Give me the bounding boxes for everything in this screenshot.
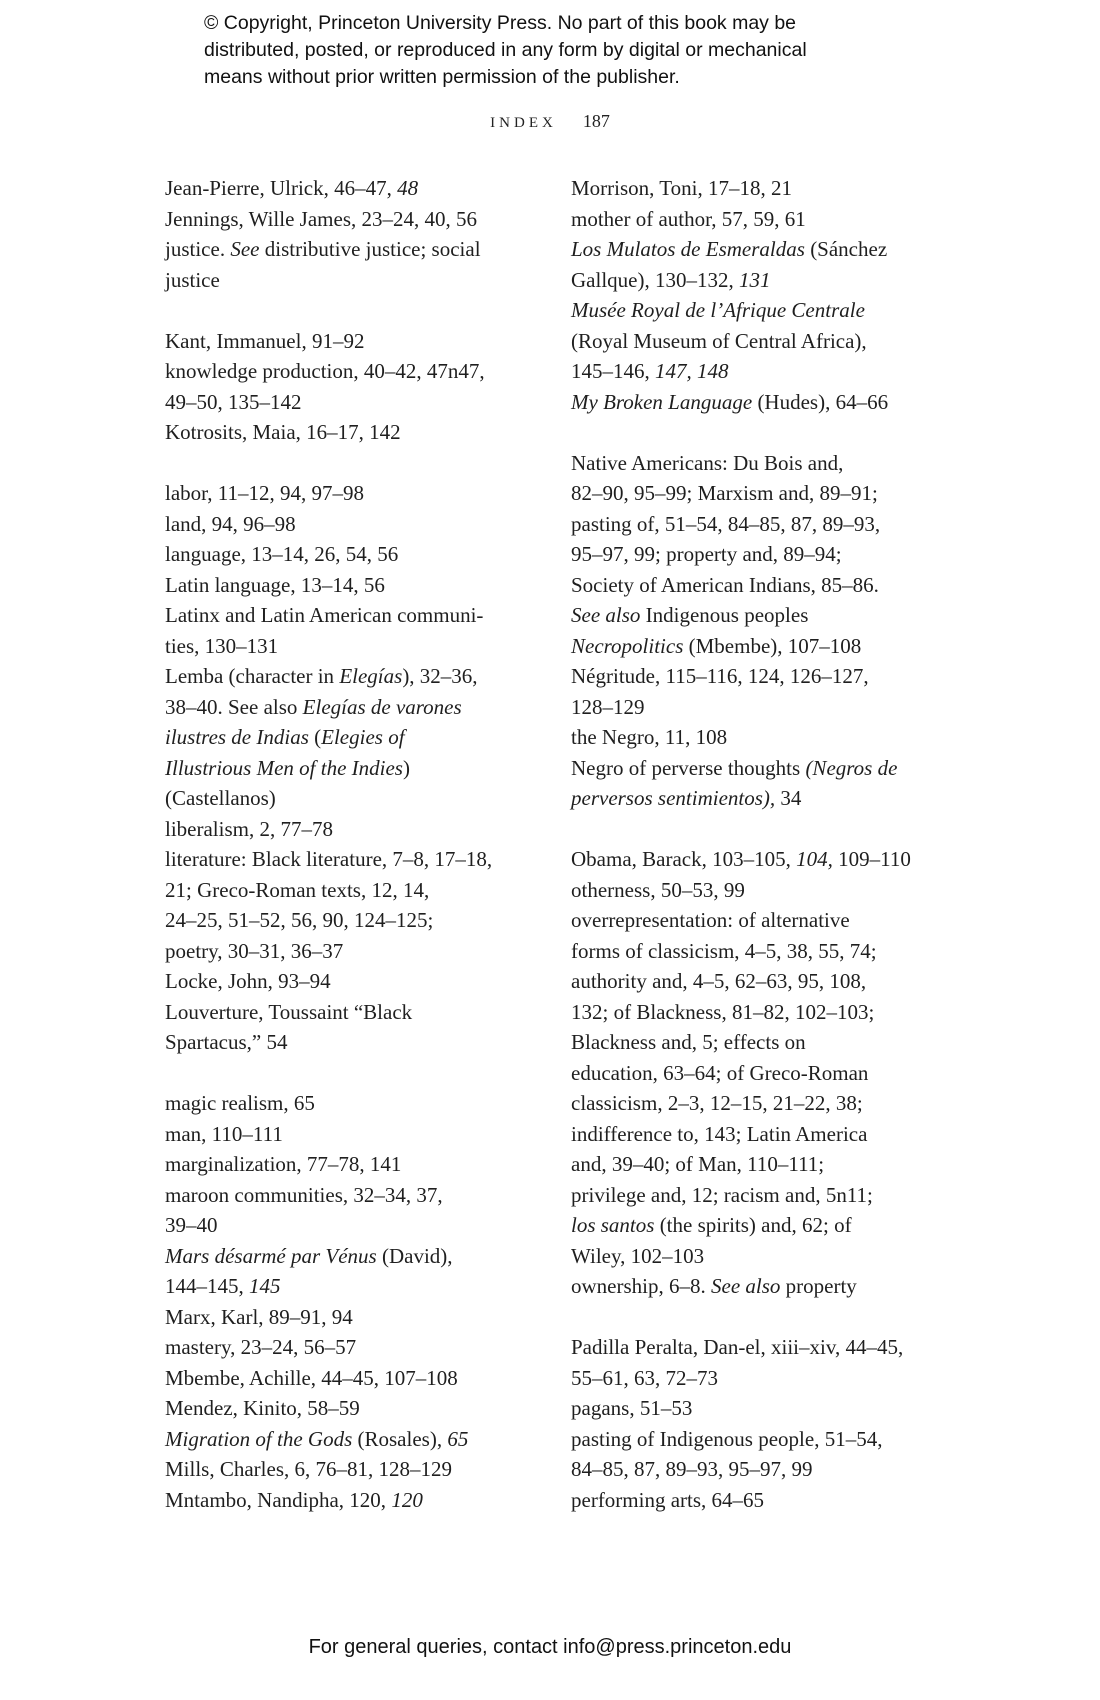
- entry-text: Spartacus,” 54: [165, 1030, 288, 1054]
- entry-text: (Mbembe), 107–108: [683, 633, 862, 658]
- entry-text: 39–40: [165, 1213, 218, 1237]
- index-entry: [165, 600, 540, 661]
- entry-text: land, 94, 96–98: [165, 511, 296, 536]
- entry-text: Louverture, Toussaint “Black: [165, 999, 413, 1024]
- entry-text: pasting of Indigenous people, 51–54,: [571, 1426, 883, 1451]
- index-entry-line: [165, 753, 540, 784]
- entry-text: Mntambo, Nandipha, 120,: [165, 1487, 392, 1512]
- index-entry-line: [165, 509, 540, 540]
- index-entry-line: [571, 936, 946, 967]
- entry-text: Jean-Pierre, Ulrick, 46–47,: [165, 176, 398, 200]
- entry-text: classicism, 2–3, 12–15, 21–22, 38;: [571, 1091, 863, 1115]
- running-head: [0, 111, 1100, 132]
- index-entry-line: [165, 1424, 540, 1455]
- index-entry-line: [165, 417, 540, 448]
- page-number: 187: [582, 111, 610, 131]
- index-entry-line: [165, 1454, 540, 1485]
- index-entry-line: [571, 1393, 946, 1424]
- index-entry: [165, 1149, 540, 1180]
- index-entry-line: [571, 966, 946, 997]
- index-entry-line: [165, 600, 540, 631]
- index-entry: [571, 722, 946, 753]
- entry-text: privilege and, 12; racism and, 5n11;: [571, 1182, 873, 1207]
- index-entry-line: [165, 844, 540, 875]
- index-entry: [571, 234, 946, 295]
- entry-text: education, 63–64; of Greco-Roman: [571, 1060, 869, 1085]
- index-entry: [165, 844, 540, 966]
- italic-text: See also: [571, 603, 641, 627]
- entry-text: ), 32–36,: [402, 664, 478, 688]
- entry-text: Native Americans: Du Bois and,: [571, 450, 844, 475]
- index-entry: [165, 1485, 540, 1516]
- entry-text: labor, 11–12, 94, 97–98: [165, 481, 365, 505]
- index-entry: [165, 326, 540, 357]
- entry-text: Négritude, 115–116, 124, 126–127,: [571, 664, 869, 688]
- index-entry: [165, 1393, 540, 1424]
- index-entry-line: [165, 905, 540, 936]
- index-entry-line: [165, 1241, 540, 1272]
- italic-text: My Broken Language: [571, 389, 753, 414]
- entry-text: overrepresentation: of alternative: [571, 908, 850, 932]
- index-entry-line: [165, 966, 540, 997]
- entry-text: Gallque), 130–132,: [571, 267, 739, 292]
- entry-text: 145–146,: [571, 359, 655, 383]
- index-entry: [165, 509, 540, 540]
- entry-text: magic realism, 65: [165, 1091, 315, 1115]
- index-entry-line: [571, 1180, 946, 1211]
- index-entry-line: [571, 783, 946, 814]
- letter-group-gap: [571, 814, 946, 845]
- index-entry-line: [165, 387, 540, 418]
- italic-text: 120: [391, 1487, 423, 1512]
- index-entry-line: [571, 1424, 946, 1455]
- entry-text: 24–25, 51–52, 56, 90, 124–125;: [165, 908, 434, 932]
- index-entry-line: [165, 326, 540, 357]
- entry-text: forms of classicism, 4–5, 38, 55, 74;: [571, 938, 877, 963]
- index-entry: [165, 1363, 540, 1394]
- index-entry-line: [165, 875, 540, 906]
- index-entry-line: [571, 204, 946, 235]
- italic-text: ilustres de Indias: [165, 725, 309, 749]
- entry-text: Wiley, 102–103: [571, 1243, 705, 1268]
- index-entry-line: [571, 875, 946, 906]
- entry-text: Marx, Karl, 89–91, 94: [165, 1304, 353, 1329]
- entry-text: Indigenous peoples: [640, 603, 809, 627]
- index-entry: [571, 448, 946, 631]
- index-entry-line: [165, 1180, 540, 1211]
- index-entry-line: [571, 173, 946, 204]
- index-entry-line: [165, 1119, 540, 1150]
- entry-text: Padilla Peralta, Dan-el, xiii–xiv, 44–45,: [571, 1335, 904, 1359]
- index-entry-line: [571, 753, 946, 784]
- italic-text: Musée Royal de l’Afrique Centrale: [571, 298, 865, 322]
- entry-text: maroon communities, 32–34, 37,: [165, 1182, 443, 1207]
- entry-text: 49–50, 135–142: [165, 389, 302, 414]
- entry-text: mother of author, 57, 59, 61: [571, 206, 806, 231]
- footer-contact: For general queries, contact info@press.princeton.edu: [308, 1636, 792, 1658]
- copyright-line: © Copyright, Princeton University Press. No part of this book may be: [204, 12, 797, 34]
- index-entry-line: [571, 844, 946, 875]
- index-entry-line: [571, 1149, 946, 1180]
- italic-text: Los Mulatos de Esmeraldas: [571, 237, 805, 261]
- entry-text: Lemba (character in: [165, 664, 340, 688]
- entry-text: Jennings, Wille James, 23–24, 40, 56: [165, 206, 477, 231]
- italic-text: 145: [249, 1274, 281, 1298]
- entry-text: 132; of Blackness, 81–82, 102–103;: [571, 999, 875, 1024]
- entry-text: (Royal Museum of Central Africa),: [571, 328, 867, 353]
- entry-text: distributive justice; social: [259, 237, 481, 261]
- index-entry-line: [165, 1302, 540, 1333]
- entry-text: (the spirits) and, 62; of: [654, 1213, 852, 1237]
- italic-text: Migration of the Gods: [165, 1426, 353, 1451]
- entry-text: man, 110–111: [165, 1121, 283, 1146]
- entry-text: 95–97, 99; property and, 89–94;: [571, 542, 842, 566]
- index-entry: [165, 1241, 540, 1302]
- index-entry: [165, 539, 540, 570]
- index-entry-line: [571, 722, 946, 753]
- index-entry: [571, 661, 946, 722]
- index-entry-line: [165, 570, 540, 601]
- index-entry: [571, 387, 946, 418]
- index-entry-line: [165, 1088, 540, 1119]
- entry-text: authority and, 4–5, 62–63, 95, 108,: [571, 969, 867, 993]
- letter-group-gap: [571, 417, 946, 448]
- index-entry: [165, 570, 540, 601]
- index-entry-line: [165, 722, 540, 753]
- index-entry-line: [165, 1271, 540, 1302]
- index-entry-line: [165, 1363, 540, 1394]
- italic-text: (Negros de: [805, 755, 898, 780]
- italic-text: Necropolitics: [571, 633, 684, 658]
- letter-group-gap: [165, 448, 540, 479]
- entry-text: pasting of, 51–54, 84–85, 87, 89–93,: [571, 511, 881, 536]
- index-entry: [571, 1393, 946, 1424]
- index-entry-line: [165, 814, 540, 845]
- italic-text: 65: [447, 1426, 469, 1451]
- index-entry: [571, 173, 946, 204]
- entry-text: otherness, 50–53, 99: [571, 877, 745, 902]
- index-entry-line: [571, 1485, 946, 1516]
- index-entry-line: [165, 783, 540, 814]
- index-entry-line: [571, 295, 946, 326]
- italic-text: 131: [738, 267, 771, 292]
- index-entry-line: [165, 1485, 540, 1516]
- italic-text: Elegies of: [321, 725, 405, 749]
- italic-text: los santos: [571, 1213, 655, 1237]
- entry-text: ): [402, 755, 410, 780]
- italic-text: Mars désarmé par Vénus: [165, 1243, 377, 1268]
- entry-text: knowledge production, 40–42, 47n47,: [165, 359, 485, 383]
- entry-text: Mbembe, Achille, 44–45, 107–108: [165, 1365, 458, 1390]
- index-entry-line: [165, 936, 540, 967]
- entry-text: (David),: [376, 1243, 453, 1268]
- entry-text: Blackness and, 5; effects on: [571, 1030, 806, 1054]
- index-entry: [571, 631, 946, 662]
- index-entry: [571, 905, 946, 1271]
- index-entry: [571, 1424, 946, 1485]
- entry-text: Mendez, Kinito, 58–59: [165, 1396, 360, 1420]
- entry-text: Negro of perverse thoughts: [571, 755, 806, 780]
- index-entry-line: [571, 1210, 946, 1241]
- index-entry-line: [571, 356, 946, 387]
- index-entry: [571, 875, 946, 906]
- entry-text: (Hudes), 64–66: [752, 389, 889, 414]
- entry-text: ties, 130–131: [165, 633, 279, 658]
- index-entry-line: [165, 356, 540, 387]
- index-entry-line: [571, 234, 946, 265]
- index-entry-line: [165, 1149, 540, 1180]
- index-entry: [165, 234, 540, 295]
- index-entry-line: [571, 387, 946, 418]
- index-entry-line: [571, 1271, 946, 1302]
- index-entry: [165, 814, 540, 845]
- entry-text: Obama, Barack, 103–105,: [571, 847, 797, 871]
- italic-text: Elegías: [339, 664, 403, 688]
- index-entry: [165, 417, 540, 448]
- index-entry: [165, 204, 540, 235]
- index-column-left: [165, 173, 540, 1515]
- entry-text: poetry, 30–31, 36–37: [165, 938, 344, 963]
- italic-text: Illustrious Men of the Indies: [165, 755, 403, 780]
- index-entry-line: [165, 661, 540, 692]
- entry-text: 55–61, 63, 72–73: [571, 1365, 718, 1390]
- entry-text: Latinx and Latin American communi-: [165, 603, 484, 627]
- entry-text: Society of American Indians, 85–86.: [571, 572, 879, 597]
- index-entry-line: [571, 1454, 946, 1485]
- letter-group-gap: [165, 295, 540, 326]
- index-entry: [165, 173, 540, 204]
- entry-text: Morrison, Toni, 17–18, 21: [571, 176, 792, 200]
- index-entry: [571, 753, 946, 814]
- entry-text: performing arts, 64–65: [571, 1487, 765, 1512]
- entry-text: 38–40. See also: [165, 694, 303, 719]
- index-entry-line: [571, 478, 946, 509]
- index-entry: [165, 1454, 540, 1485]
- entry-text: mastery, 23–24, 56–57: [165, 1335, 357, 1359]
- index-entry-line: [165, 1332, 540, 1363]
- index-entry-line: [571, 265, 946, 296]
- entry-text: Kant, Immanuel, 91–92: [165, 328, 365, 353]
- index-entry: [571, 204, 946, 235]
- italic-text: Elegías de varones: [302, 694, 462, 719]
- copyright-notice: [204, 10, 964, 91]
- index-entry-line: [165, 265, 540, 296]
- entry-text: Locke, John, 93–94: [165, 969, 331, 993]
- entry-text: liberalism, 2, 77–78: [165, 816, 333, 841]
- index-entry-line: [571, 600, 946, 631]
- entry-text: ownership, 6–8.: [571, 1274, 711, 1298]
- index-entry-line: [571, 326, 946, 357]
- index-entry-line: [571, 1332, 946, 1363]
- index-column-right: [571, 173, 946, 1515]
- italic-text: 48: [397, 176, 419, 200]
- index-entry: [571, 295, 946, 387]
- index-entry: [165, 997, 540, 1058]
- index-entry-line: [571, 1088, 946, 1119]
- index-entry-line: [165, 234, 540, 265]
- index-entry-line: [165, 539, 540, 570]
- entry-text: 34: [775, 786, 802, 810]
- index-entry-line: [571, 448, 946, 479]
- index-entry-line: [571, 661, 946, 692]
- copyright-line: distributed, posted, or reproduced in any form by digital or mechanical: [204, 39, 807, 61]
- entry-text: Latin language, 13–14, 56: [165, 572, 385, 597]
- index-entry-line: [165, 204, 540, 235]
- copyright-line: means without prior written permission of the publisher.: [204, 66, 680, 88]
- index-entry-line: [571, 1241, 946, 1272]
- entry-text: justice.: [165, 237, 231, 261]
- index-entry-line: [571, 539, 946, 570]
- entry-text: literature: Black literature, 7–8, 17–18,: [165, 847, 493, 871]
- index-entry: [571, 1271, 946, 1302]
- italic-text: 147, 148: [655, 359, 729, 383]
- entry-text: 21; Greco-Roman texts, 12, 14,: [165, 877, 430, 902]
- index-entry-line: [165, 1027, 540, 1058]
- italic-text: See also: [711, 1274, 781, 1298]
- index-entry-line: [571, 1119, 946, 1150]
- index-entry: [165, 1088, 540, 1119]
- index-entry-line: [165, 173, 540, 204]
- section-label: INDEX: [490, 115, 557, 131]
- entry-text: pagans, 51–53: [571, 1396, 693, 1420]
- italic-text: See: [230, 237, 260, 261]
- index-entry: [571, 1332, 946, 1393]
- entry-text: 128–129: [571, 694, 645, 719]
- index-entry: [165, 356, 540, 417]
- index-entry: [571, 844, 946, 875]
- index-entry: [165, 1119, 540, 1150]
- index-entry-line: [571, 1058, 946, 1089]
- entry-text: Kotrosits, Maia, 16–17, 142: [165, 420, 401, 444]
- index-entry: [165, 478, 540, 509]
- index-entry: [165, 1424, 540, 1455]
- index-entry: [165, 1180, 540, 1241]
- index-entry-line: [571, 509, 946, 540]
- index-entry-line: [165, 478, 540, 509]
- entry-text: justice: [165, 267, 220, 292]
- italic-text: 104,: [796, 847, 833, 871]
- index-entry-line: [165, 631, 540, 662]
- letter-group-gap: [165, 1058, 540, 1089]
- entry-text: 84–85, 87, 89–93, 95–97, 99: [571, 1457, 813, 1481]
- index-entry-line: [571, 1363, 946, 1394]
- entry-text: 109–110: [832, 847, 911, 871]
- entry-text: (Sánchez: [804, 237, 888, 261]
- entry-text: Mills, Charles, 6, 76–81, 128–129: [165, 1457, 452, 1481]
- index-entry-line: [571, 631, 946, 662]
- index-entry-line: [165, 997, 540, 1028]
- index-entry: [571, 1485, 946, 1516]
- index-entry-line: [571, 997, 946, 1028]
- index-entry: [165, 966, 540, 997]
- index-entry: [165, 1332, 540, 1363]
- entry-text: (Castellanos): [165, 786, 276, 810]
- entry-text: (Rosales),: [352, 1426, 448, 1451]
- entry-text: marginalization, 77–78, 141: [165, 1152, 402, 1176]
- italic-text: perversos sentimientos),: [571, 786, 776, 810]
- index-entry: [165, 1302, 540, 1333]
- index-entry-line: [571, 905, 946, 936]
- index-entry-line: [165, 692, 540, 723]
- index-entry-line: [571, 570, 946, 601]
- index-entry-line: [165, 1210, 540, 1241]
- entry-text: language, 13–14, 26, 54, 56: [165, 542, 399, 566]
- entry-text: and, 39–40; of Man, 110–111;: [571, 1152, 825, 1176]
- index-entry-line: [571, 1027, 946, 1058]
- letter-group-gap: [571, 1302, 946, 1333]
- entry-text: the Negro, 11, 108: [571, 725, 728, 749]
- entry-text: 82–90, 95–99; Marxism and, 89–91;: [571, 481, 878, 505]
- index-entry-line: [571, 692, 946, 723]
- index-entry-line: [165, 1393, 540, 1424]
- entry-text: (: [308, 725, 322, 749]
- entry-text: indifference to, 143; Latin America: [571, 1121, 868, 1146]
- entry-text: 144–145,: [165, 1274, 249, 1298]
- entry-text: property: [780, 1274, 857, 1298]
- index-entry: [165, 661, 540, 814]
